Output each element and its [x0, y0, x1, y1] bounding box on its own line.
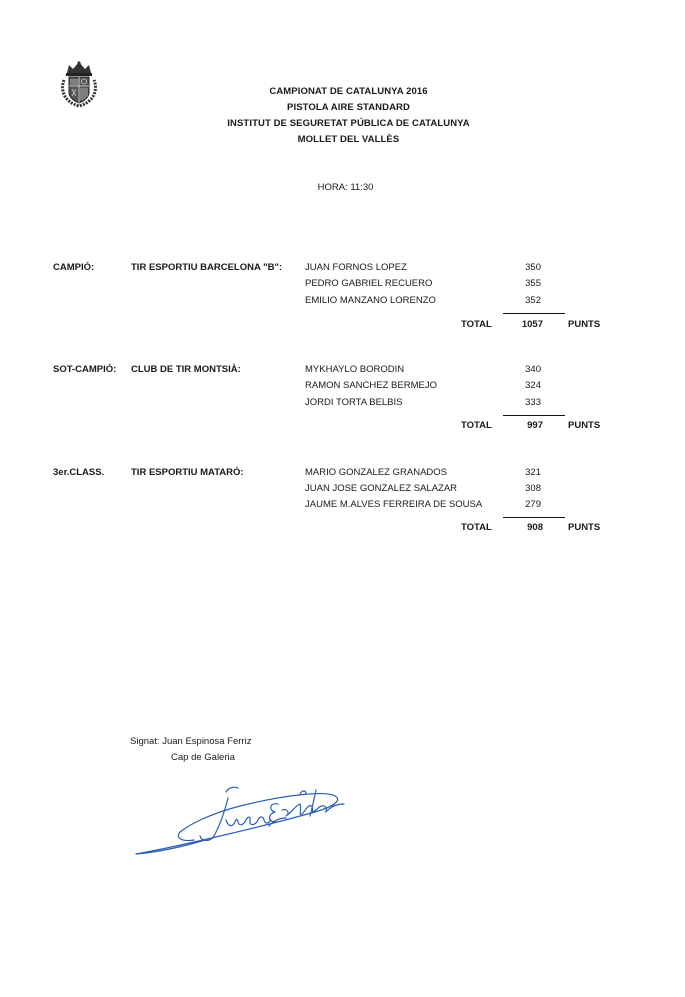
points-unit: PUNTS — [568, 522, 601, 533]
crest-logo-icon — [58, 60, 100, 108]
shooter-name: PEDRO GABRIEL RECUERO — [305, 278, 433, 289]
handwritten-signature — [130, 770, 350, 862]
shooter-name: MYKHAYLO BORODIN — [305, 364, 405, 375]
championship-title: CAMPIONAT DE CATALUNYA 2016 — [269, 86, 428, 97]
signed-by: Signat: Juan Espinosa Ferriz — [130, 736, 252, 747]
total-divider — [503, 313, 565, 314]
total-label: TOTAL — [461, 319, 492, 330]
points-unit: PUNTS — [568, 319, 601, 330]
total-divider — [503, 517, 565, 518]
event-title: PISTOLA AIRE STANDARD — [287, 102, 410, 113]
club-name: CLUB DE TIR MONTSIÀ: — [131, 364, 241, 375]
shooter-name: RAMON SANCHEZ BERMEJO — [305, 380, 437, 391]
club-name: TIR ESPORTIU BARCELONA "B": — [131, 262, 283, 273]
venue-institution: INSTITUT DE SEGURETAT PÚBLICA DE CATALUNYA — [227, 118, 470, 129]
total-score: 908 — [527, 522, 543, 533]
shooter-score: 355 — [525, 278, 541, 289]
shooter-score: 279 — [525, 499, 541, 510]
shooter-name: JORDI TORTA BELBIS — [305, 397, 403, 408]
points-unit: PUNTS — [568, 420, 601, 431]
shooter-name: JUAN FORNOS LOPEZ — [305, 262, 407, 273]
position-label: SOT-CAMPIÓ: — [53, 364, 117, 375]
shooter-score: 352 — [525, 295, 541, 306]
total-score: 997 — [527, 420, 543, 431]
total-label: TOTAL — [461, 522, 492, 533]
total-label: TOTAL — [461, 420, 492, 431]
shooter-score: 321 — [525, 467, 541, 478]
position-label: 3er.CLASS. — [53, 467, 105, 478]
shooter-name: JAUME M.ALVES FERREIRA DE SOUSA — [305, 499, 483, 510]
start-time: HORA: 11:30 — [317, 182, 374, 193]
shooter-name: JUAN JOSE GONZALEZ SALAZAR — [305, 483, 458, 494]
venue-city: MOLLET DEL VALLÈS — [297, 134, 400, 145]
shooter-score: 308 — [525, 483, 541, 494]
shooter-score: 324 — [525, 380, 541, 391]
shooter-score: 340 — [525, 364, 541, 375]
signer-role: Cap de Galeria — [171, 752, 235, 763]
club-name: TIR ESPORTIU MATARÓ: — [131, 467, 244, 478]
total-score: 1057 — [521, 319, 543, 330]
shooter-name: EMILIO MANZANO LORENZO — [305, 295, 436, 306]
shooter-score: 333 — [525, 397, 541, 408]
total-divider — [503, 415, 565, 416]
position-label: CAMPIÓ: — [53, 262, 95, 273]
shooter-name: MARIO GONZALEZ GRANADOS — [305, 467, 447, 478]
shooter-score: 350 — [525, 262, 541, 273]
